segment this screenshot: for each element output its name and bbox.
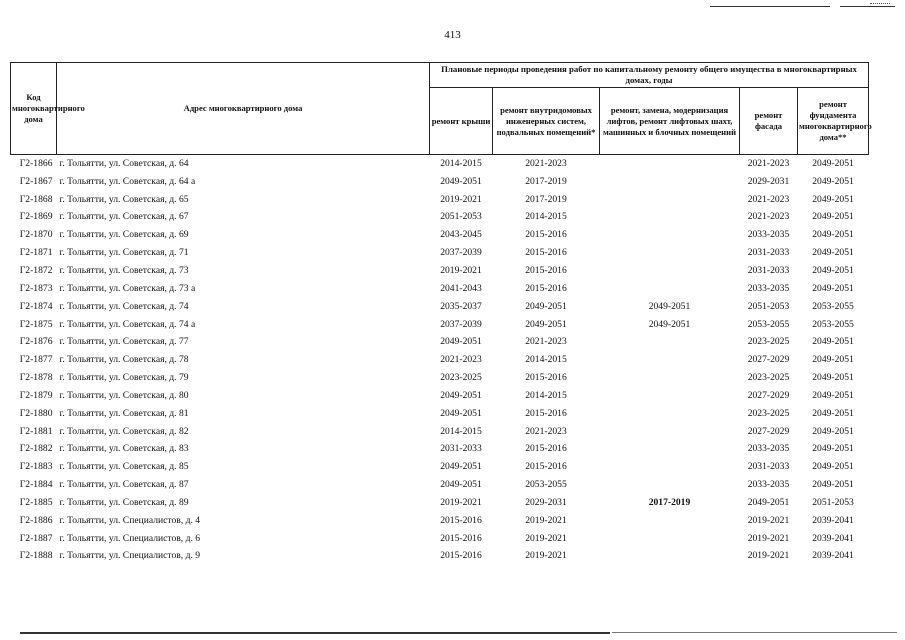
table-row (11, 441, 869, 459)
table-row (11, 280, 869, 298)
cell-foundation: 2049-2051 (812, 461, 854, 473)
table-row (11, 262, 869, 280)
cell-foundation: 2049-2051 (812, 407, 854, 419)
cell-address: г. Тольятти, ул. Советская, д. 74 (59, 300, 189, 312)
cell-roof: 2021-2023 (440, 354, 482, 366)
cell-elevators (600, 244, 740, 262)
cell-foundation: 2049-2051 (812, 193, 854, 205)
cell-elevators (600, 173, 740, 191)
cell-code: Г2-1877 (19, 354, 53, 366)
cell-elevators (600, 476, 740, 494)
header-code: Код многоквартирного дома (11, 63, 57, 155)
cell-roof: 2041-2043 (440, 282, 482, 294)
table-body (11, 155, 869, 566)
cell-engineering: 2015-2016 (525, 461, 567, 473)
cell-roof: 2015-2016 (440, 550, 482, 562)
cell-roof: 2049-2051 (440, 479, 482, 491)
table-row (11, 191, 869, 209)
cell-engineering: 2015-2016 (525, 229, 567, 241)
cell-elevators (600, 548, 740, 566)
table-row (11, 423, 869, 441)
cell-code: Г2-1879 (19, 389, 53, 401)
cell-elevators (600, 226, 740, 244)
cell-engineering: 2021-2023 (525, 425, 567, 437)
cell-roof: 2035-2037 (440, 300, 482, 312)
cell-address: г. Тольятти, ул. Советская, д. 73 (59, 264, 189, 276)
cell-address: г. Тольятти, ул. Советская, д. 87 (59, 479, 189, 491)
cell-roof: 2015-2016 (440, 514, 482, 526)
header-address: Адрес многоквартирного дома (57, 63, 430, 155)
cell-facade: 2027-2029 (747, 425, 790, 437)
table-row (11, 405, 869, 423)
cell-code: Г2-1885 (19, 496, 53, 508)
cell-roof: 2019-2021 (440, 264, 482, 276)
cell-address: г. Тольятти, ул. Специалистов, д. 9 (59, 550, 201, 562)
table-row (11, 226, 869, 244)
table-row (11, 209, 869, 227)
cell-foundation: 2049-2051 (812, 354, 854, 366)
table-row (11, 530, 869, 548)
cell-foundation: 2039-2041 (812, 532, 854, 544)
cell-facade: 2019-2021 (747, 550, 790, 562)
cell-elevators: 2017-2019 (648, 496, 691, 508)
cell-address: г. Тольятти, ул. Советская, д. 85 (59, 461, 189, 473)
cell-elevators (600, 458, 740, 476)
cell-code: Г2-1883 (19, 461, 53, 473)
cell-code: Г2-1882 (19, 443, 53, 455)
cell-elevators (600, 530, 740, 548)
cell-code: Г2-1881 (19, 425, 53, 437)
cell-roof: 2051-2053 (440, 211, 482, 223)
cell-engineering: 2019-2021 (525, 532, 567, 544)
cell-engineering: 2019-2021 (525, 550, 567, 562)
cell-foundation: 2049-2051 (812, 479, 854, 491)
cell-code: Г2-1872 (19, 264, 53, 276)
cell-roof: 2023-2025 (440, 372, 482, 384)
cell-elevators (600, 351, 740, 369)
cell-address: г. Тольятти, ул. Советская, д. 80 (59, 389, 189, 401)
cell-address: г. Тольятти, ул. Советская, д. 67 (59, 211, 189, 223)
cell-roof: 2049-2051 (440, 336, 482, 348)
scan-rule-top-left (710, 6, 830, 7)
table-row (11, 298, 869, 316)
cell-code: Г2-1880 (19, 407, 53, 419)
cell-facade: 2033-2035 (747, 282, 790, 294)
cell-roof: 2037-2039 (440, 318, 482, 330)
cell-elevators (600, 369, 740, 387)
cell-elevators: 2049-2051 (648, 300, 691, 312)
table-row (11, 173, 869, 191)
cell-engineering: 2029-2031 (525, 496, 567, 508)
cell-code: Г2-1887 (19, 532, 53, 544)
cell-foundation: 2051-2053 (812, 496, 854, 508)
cell-foundation: 2049-2051 (812, 264, 854, 276)
cell-elevators (600, 262, 740, 280)
cell-foundation: 2049-2051 (812, 372, 854, 384)
cell-foundation: 2049-2051 (812, 443, 854, 455)
cell-foundation: 2049-2051 (812, 389, 854, 401)
table-row (11, 316, 869, 334)
cell-foundation: 2049-2051 (812, 282, 854, 294)
cell-address: г. Тольятти, ул. Советская, д. 65 (59, 193, 189, 205)
cell-engineering: 2019-2021 (525, 514, 567, 526)
table-row (11, 155, 869, 173)
cell-elevators (600, 191, 740, 209)
cell-elevators (600, 441, 740, 459)
cell-facade: 2031-2033 (747, 247, 790, 259)
cell-facade: 2027-2029 (747, 354, 790, 366)
cell-foundation: 2049-2051 (812, 175, 854, 187)
cell-elevators (600, 423, 740, 441)
cell-roof: 2014-2015 (440, 425, 482, 437)
cell-roof: 2031-2033 (440, 443, 482, 455)
cell-address: г. Тольятти, ул. Советская, д. 64 (57, 155, 430, 173)
cell-address: г. Тольятти, ул. Советская, д. 79 (59, 372, 189, 384)
cell-engineering: 2049-2051 (525, 318, 567, 330)
cell-code: Г2-1888 (19, 550, 53, 562)
cell-elevators (600, 387, 740, 405)
cell-engineering: 2015-2016 (525, 443, 567, 455)
cell-elevators (600, 209, 740, 227)
cell-code: Г2-1866 (11, 155, 57, 173)
cell-engineering: 2049-2051 (525, 300, 567, 312)
table-row (11, 244, 869, 262)
cell-engineering: 2015-2016 (525, 372, 567, 384)
cell-roof: 2049-2051 (440, 175, 482, 187)
cell-address: г. Тольятти, ул. Советская, д. 69 (59, 229, 189, 241)
cell-facade: 2021-2023 (747, 211, 790, 223)
scan-rule-bottom (20, 632, 610, 634)
cell-foundation: 2049-2051 (812, 247, 854, 259)
cell-address: г. Тольятти, ул. Специалистов, д. 4 (59, 514, 201, 526)
cell-roof: 2014-2015 (430, 155, 493, 173)
repair-schedule-table (10, 62, 872, 565)
cell-engineering: 2017-2019 (525, 175, 567, 187)
header-facade: ремонт фасада (740, 88, 798, 155)
cell-engineering: 2015-2016 (525, 264, 567, 276)
cell-engineering: 2014-2015 (525, 389, 567, 401)
cell-code: Г2-1869 (19, 211, 53, 223)
page-number: 413 (444, 29, 461, 41)
header-periods: Плановые периоды проведения работ по капитальному ремонту общего имущества в многоквартирных домах, годы (430, 63, 869, 88)
cell-roof: 2019-2021 (440, 193, 482, 205)
header-foundation: ремонт фундамента многоквартирного дома** (798, 88, 869, 155)
cell-foundation: 2049-2051 (798, 155, 869, 173)
cell-engineering: 2017-2019 (525, 193, 567, 205)
cell-foundation: 2049-2051 (812, 425, 854, 437)
cell-roof: 2049-2051 (440, 461, 482, 473)
cell-code: Г2-1873 (19, 282, 53, 294)
cell-engineering: 2015-2016 (525, 282, 567, 294)
table-row (11, 458, 869, 476)
table-row (11, 369, 869, 387)
cell-address: г. Тольятти, ул. Специалистов, д. 6 (59, 532, 201, 544)
cell-facade: 2033-2035 (747, 229, 790, 241)
cell-address: г. Тольятти, ул. Советская, д. 78 (59, 354, 189, 366)
cell-facade: 2031-2033 (747, 264, 790, 276)
cell-address: г. Тольятти, ул. Советская, д. 89 (59, 496, 189, 508)
cell-roof: 2037-2039 (440, 247, 482, 259)
cell-roof: 2015-2016 (440, 532, 482, 544)
cell-engineering: 2015-2016 (525, 247, 567, 259)
cell-elevators (600, 155, 740, 173)
table-row (11, 494, 869, 512)
cell-code: Г2-1874 (19, 300, 53, 312)
cell-engineering: 2015-2016 (525, 407, 567, 419)
cell-facade: 2021-2023 (747, 193, 790, 205)
header-elevators: ремонт, замена, модернизация лифтов, ремонт лифтовых шахт, машинных и блочных помещений (600, 88, 740, 155)
cell-facade: 2031-2033 (747, 461, 790, 473)
cell-elevators (600, 333, 740, 351)
table-row (11, 351, 869, 369)
cell-code: Г2-1868 (19, 193, 53, 205)
header-roof: ремонт крыши (430, 88, 493, 155)
cell-engineering: 2014-2015 (525, 211, 567, 223)
cell-facade: 2023-2025 (747, 336, 790, 348)
cell-facade: 2019-2021 (747, 514, 790, 526)
table-row (11, 476, 869, 494)
cell-code: Г2-1875 (19, 318, 53, 330)
cell-roof: 2043-2045 (440, 229, 482, 241)
cell-foundation: 2039-2041 (812, 550, 854, 562)
table-row (11, 548, 869, 566)
cell-facade: 2021-2023 (740, 155, 798, 173)
scan-rule-bottom-faint (612, 632, 897, 633)
cell-facade: 2029-2031 (747, 175, 790, 187)
cell-facade: 2051-2053 (747, 300, 790, 312)
cell-elevators (600, 405, 740, 423)
cell-roof: 2049-2051 (440, 389, 482, 401)
scan-rule-top-right (840, 6, 895, 7)
cell-address: г. Тольятти, ул. Советская, д. 77 (59, 336, 189, 348)
table-row (11, 333, 869, 351)
cell-facade: 2033-2035 (747, 479, 790, 491)
cell-engineering: 2053-2055 (525, 479, 567, 491)
table-row (11, 512, 869, 530)
cell-code: Г2-1870 (19, 229, 53, 241)
cell-address: г. Тольятти, ул. Советская, д. 71 (59, 247, 189, 259)
cell-engineering: 2021-2023 (525, 336, 567, 348)
cell-facade: 2033-2035 (747, 443, 790, 455)
cell-address: г. Тольятти, ул. Советская, д. 82 (59, 425, 189, 437)
table-header (11, 63, 872, 155)
cell-facade: 2023-2025 (747, 372, 790, 384)
cell-engineering: 2014-2015 (525, 354, 567, 366)
table-row (11, 387, 869, 405)
cell-address: г. Тольятти, ул. Советская, д. 73 а (59, 282, 196, 294)
cell-foundation: 2053-2055 (812, 318, 854, 330)
cell-elevators (600, 280, 740, 298)
cell-facade: 2049-2051 (747, 496, 790, 508)
cell-facade: 2053-2055 (747, 318, 790, 330)
cell-code: Г2-1871 (19, 247, 53, 259)
header-engineering: ремонт внутридомовых инженерных систем, подвальных помещений* (493, 88, 600, 155)
cell-roof: 2019-2021 (440, 496, 482, 508)
cell-address: г. Тольятти, ул. Советская, д. 64 а (59, 175, 196, 187)
cell-address: г. Тольятти, ул. Советская, д. 83 (59, 443, 189, 455)
cell-facade: 2027-2029 (747, 389, 790, 401)
cell-facade: 2019-2021 (747, 532, 790, 544)
cell-facade: 2023-2025 (747, 407, 790, 419)
cell-foundation: 2039-2041 (812, 514, 854, 526)
cell-elevators (600, 512, 740, 530)
cell-code: Г2-1886 (19, 514, 53, 526)
cell-address: г. Тольятти, ул. Советская, д. 74 а (59, 318, 196, 330)
cell-foundation: 2053-2055 (812, 300, 854, 312)
cell-foundation: 2049-2051 (812, 229, 854, 241)
cell-roof: 2049-2051 (440, 407, 482, 419)
cell-code: Г2-1884 (19, 479, 53, 491)
cell-address: г. Тольятти, ул. Советская, д. 81 (59, 407, 189, 419)
cell-elevators: 2049-2051 (648, 318, 691, 330)
cell-code: Г2-1867 (19, 175, 53, 187)
cell-foundation: 2049-2051 (812, 211, 854, 223)
cell-foundation: 2049-2051 (812, 336, 854, 348)
cell-engineering: 2021-2023 (493, 155, 600, 173)
cell-code: Г2-1876 (19, 336, 53, 348)
cell-code: Г2-1878 (19, 372, 53, 384)
